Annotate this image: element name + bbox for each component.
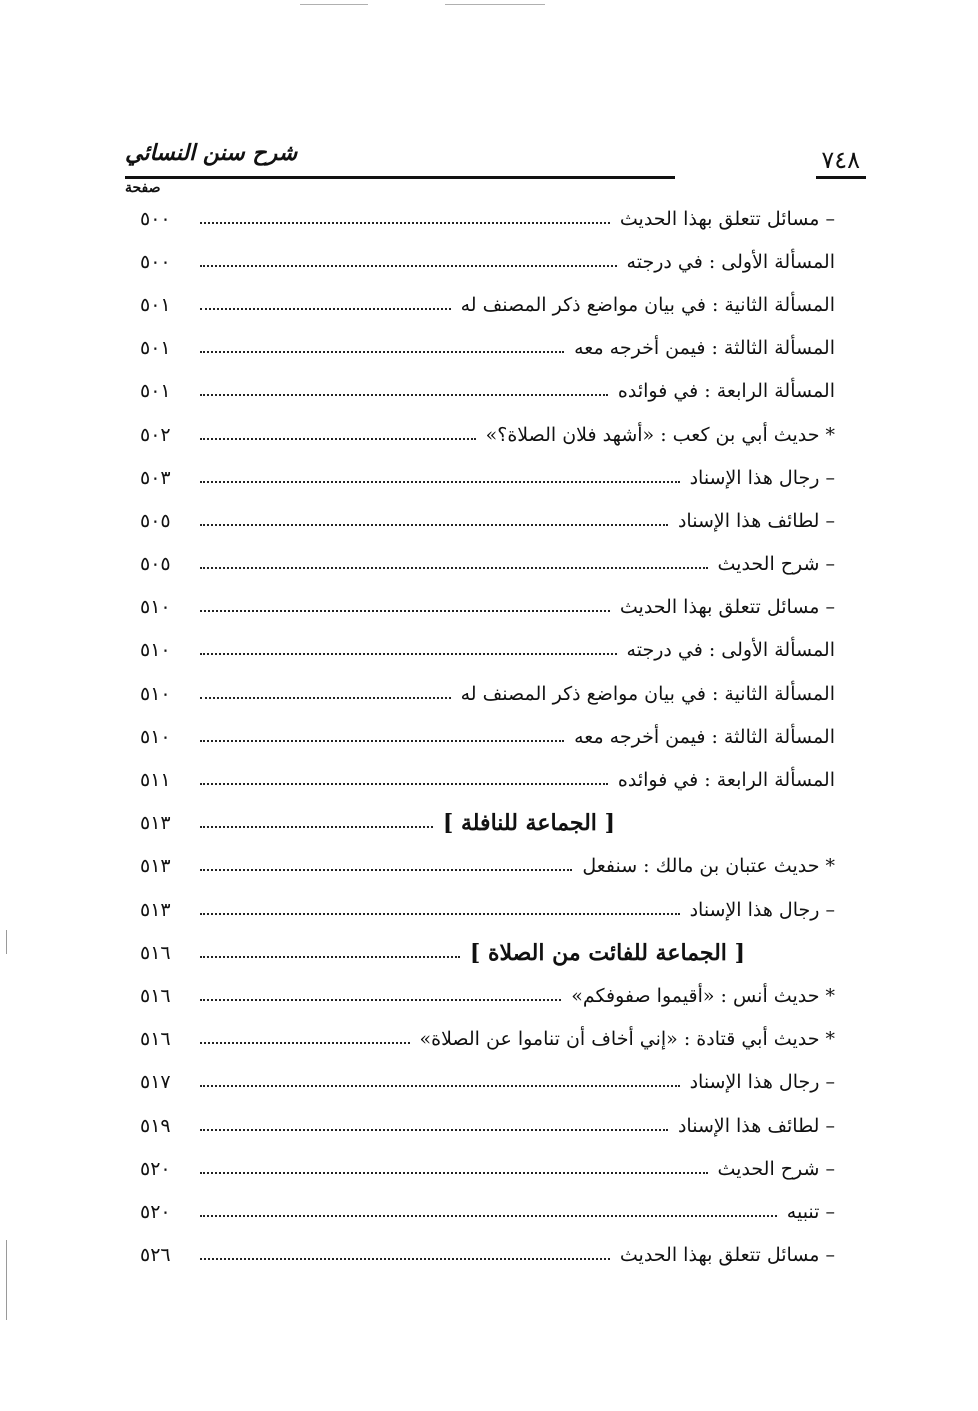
toc-entry[interactable] xyxy=(140,1190,835,1233)
dot-leader xyxy=(200,956,460,958)
toc-entry-page: ٥١٦ xyxy=(140,984,171,1007)
toc-entry-title: – مسائل تتعلق بهذا الحديث xyxy=(619,1244,835,1267)
toc-entry[interactable] xyxy=(140,1147,835,1190)
toc-entry-title: – لطائف هذا الإسناد xyxy=(677,1114,835,1137)
dot-leader xyxy=(200,826,433,828)
toc-entry-title: – تنبيه xyxy=(786,1200,835,1223)
toc-entry[interactable] xyxy=(140,715,835,758)
toc-entry-title: * حديث أبي بن كعب : «أشهد فلان الصلاة؟» xyxy=(485,423,835,446)
table-of-contents xyxy=(140,197,835,1277)
toc-entry[interactable] xyxy=(140,845,835,888)
toc-entry[interactable] xyxy=(140,629,835,672)
dot-leader xyxy=(200,481,680,483)
toc-entry-title: – رجال هذا الإسناد xyxy=(689,898,835,921)
scan-edge-mark xyxy=(6,930,7,954)
scan-artifact-line xyxy=(445,4,545,5)
toc-entry[interactable] xyxy=(140,888,835,931)
toc-entry[interactable] xyxy=(140,1061,835,1104)
toc-entry-title: المسألة الثانية : في بيان مواضع ذكر المصنف له xyxy=(460,293,835,316)
toc-entry-title: المسألة الرابعة : في فوائده xyxy=(617,380,835,403)
toc-entry-title: – رجال هذا الإسناد xyxy=(689,1071,835,1094)
dot-leader xyxy=(200,567,708,569)
dot-leader xyxy=(200,1085,680,1087)
dot-leader xyxy=(200,740,564,742)
dot-leader xyxy=(200,394,608,396)
toc-entry[interactable] xyxy=(140,586,835,629)
toc-entry-title: * حديث أنس : «أقيموا صفوفكم» xyxy=(571,984,835,1007)
page-number-rule xyxy=(816,176,866,179)
dot-leader xyxy=(200,697,451,699)
dot-leader xyxy=(200,610,610,612)
toc-entry-page: ٥٠٠ xyxy=(140,250,171,273)
dot-leader xyxy=(200,1172,708,1174)
toc-entry[interactable] xyxy=(140,283,835,326)
toc-entry-page: ٥٠٥ xyxy=(140,553,171,576)
dot-leader xyxy=(200,308,451,310)
dot-leader xyxy=(200,222,610,224)
toc-entry-page: ٥١٦ xyxy=(140,1028,171,1051)
toc-entry-title: * حديث عتبان بن مالك : سنفعل xyxy=(582,855,835,878)
toc-entry-page: ٥١٦ xyxy=(140,941,171,964)
toc-entry-page: ٥٠١ xyxy=(140,337,171,360)
toc-entry-page: ٥٠٠ xyxy=(140,207,171,230)
toc-entry[interactable] xyxy=(140,240,835,283)
dot-leader xyxy=(200,351,564,353)
toc-entry-title: – لطائف هذا الإسناد xyxy=(677,509,835,532)
page-column-label: صفحة xyxy=(125,180,161,196)
toc-entry-page: ٥١٠ xyxy=(140,682,171,705)
toc-entry[interactable] xyxy=(140,974,835,1017)
toc-entry-page: ٥٢٦ xyxy=(140,1244,171,1267)
toc-entry-page: ٥١٧ xyxy=(140,1071,171,1094)
toc-entry[interactable] xyxy=(140,1234,835,1277)
dot-leader xyxy=(200,999,561,1001)
toc-entry-title: المسألة الأولى : في درجته xyxy=(626,639,835,662)
toc-entry-page: ٥٢٠ xyxy=(140,1157,171,1180)
toc-entry[interactable] xyxy=(140,1018,835,1061)
toc-entry[interactable] xyxy=(140,1104,835,1147)
toc-entry-page: ٥٠٢ xyxy=(140,423,171,446)
dot-leader xyxy=(200,524,668,526)
header-rule xyxy=(125,176,675,179)
toc-entry-title: المسألة الثالثة : فيمن أخرجه معه xyxy=(574,337,835,360)
toc-section-heading[interactable] xyxy=(140,931,835,974)
book-title: شرح سنن النسائي xyxy=(125,140,298,166)
scan-artifact-line xyxy=(300,4,368,5)
toc-entry-title: * حديث أبي قتادة : «إني أخاف أن تناموا عن الصلاة» xyxy=(419,1028,835,1051)
toc-entry-page: ٥١٣ xyxy=(140,855,171,878)
toc-entry-page: ٥١١ xyxy=(140,769,171,792)
dot-leader xyxy=(200,783,608,785)
toc-entry-page: ٥١٠ xyxy=(140,596,171,619)
toc-entry-title: – مسائل تتعلق بهذا الحديث xyxy=(619,207,835,230)
toc-entry[interactable] xyxy=(140,327,835,370)
toc-entry-title: – رجال هذا الإسناد xyxy=(689,466,835,489)
dot-leader xyxy=(200,1258,610,1260)
toc-entry[interactable] xyxy=(140,413,835,456)
dot-leader xyxy=(200,1215,777,1217)
dot-leader xyxy=(200,653,617,655)
dot-leader xyxy=(200,1042,410,1044)
toc-entry-page: ٥١٠ xyxy=(140,725,171,748)
toc-entry[interactable] xyxy=(140,499,835,542)
toc-entry-page: ٥٠٥ xyxy=(140,509,171,532)
toc-entry-page: ٥٠٣ xyxy=(140,466,171,489)
toc-entry-title: المسألة الثانية : في بيان مواضع ذكر المصنف له xyxy=(460,682,835,705)
page-number: ٧٤٨ xyxy=(821,146,860,174)
toc-entry[interactable] xyxy=(140,370,835,413)
dot-leader xyxy=(200,913,680,915)
toc-entry-page: ٥١٣ xyxy=(140,812,171,835)
running-head xyxy=(125,140,860,196)
toc-entry-page: ٥١٠ xyxy=(140,639,171,662)
toc-entry-title: – شرح الحديث xyxy=(717,1157,835,1180)
toc-entry[interactable] xyxy=(140,456,835,499)
toc-entry-title: المسألة الثالثة : فيمن أخرجه معه xyxy=(574,725,835,748)
toc-entry-title: – مسائل تتعلق بهذا الحديث xyxy=(619,596,835,619)
toc-entry-title: [ الجماعة للفائت من الصلاة ] xyxy=(460,940,745,966)
toc-entry-page: ٥٠١ xyxy=(140,380,171,403)
toc-entry-title: المسألة الأولى : في درجته xyxy=(626,250,835,273)
toc-entry-page: ٥١٩ xyxy=(140,1114,171,1137)
toc-entry-title: – شرح الحديث xyxy=(717,553,835,576)
toc-entry[interactable] xyxy=(140,672,835,715)
toc-entry-page: ٥٠١ xyxy=(140,293,171,316)
toc-entry-title: [ الجماعة للنافلة ] xyxy=(433,810,615,836)
dot-leader xyxy=(200,438,476,440)
toc-entry[interactable] xyxy=(140,197,835,240)
dot-leader xyxy=(200,1129,668,1131)
dot-leader xyxy=(200,869,572,871)
toc-section-heading[interactable] xyxy=(140,802,835,845)
toc-entry-title: المسألة الرابعة : في فوائده xyxy=(617,769,835,792)
toc-entry-page: ٥١٣ xyxy=(140,898,171,921)
toc-entry-page: ٥٢٠ xyxy=(140,1200,171,1223)
scan-edge-mark xyxy=(6,1240,7,1320)
toc-entry[interactable] xyxy=(140,758,835,801)
dot-leader xyxy=(200,265,617,267)
toc-entry[interactable] xyxy=(140,543,835,586)
